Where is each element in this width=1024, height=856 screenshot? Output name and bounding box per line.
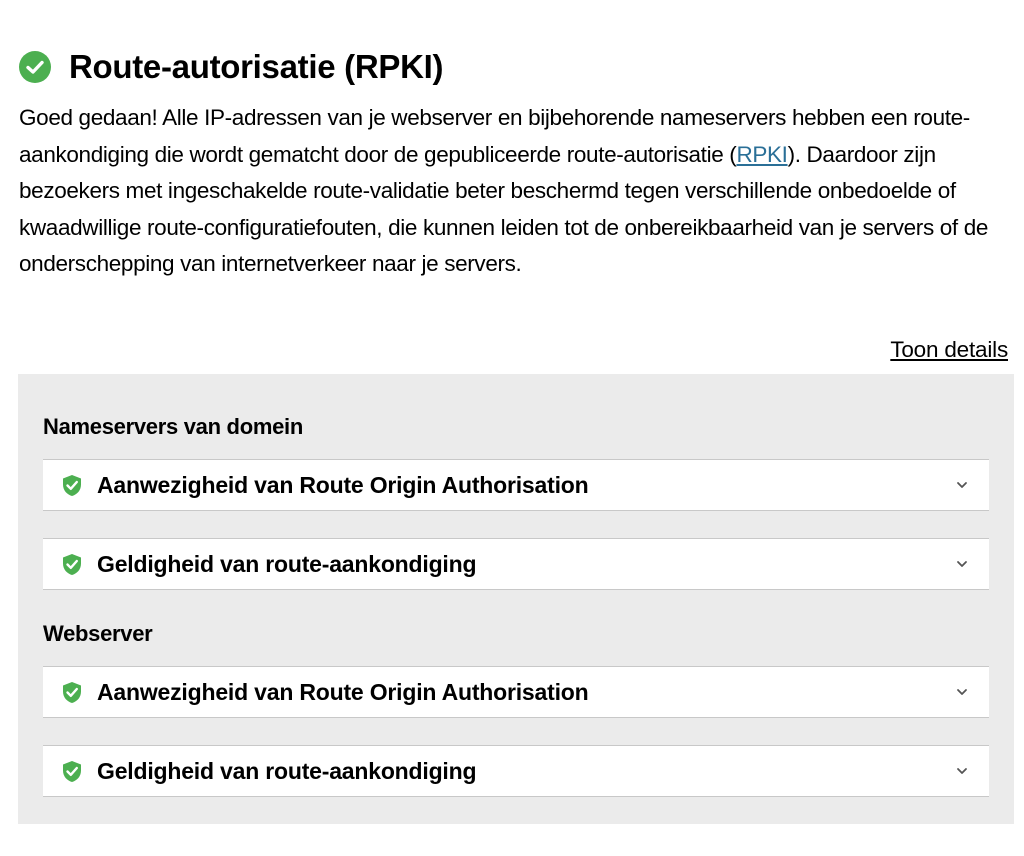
chevron-down-icon[interactable] bbox=[954, 765, 970, 777]
check-row-webserver-roa[interactable] bbox=[43, 666, 989, 718]
check-label: Aanwezigheid van Route Origin Authorisation bbox=[97, 471, 589, 498]
shield-check-icon bbox=[61, 759, 83, 783]
check-label: Geldigheid van route-aankondiging bbox=[97, 757, 477, 784]
section-header bbox=[19, 48, 443, 86]
check-row-webserver-route[interactable] bbox=[43, 745, 989, 797]
rpki-link[interactable]: RPKI bbox=[736, 141, 788, 167]
check-label: Aanwezigheid van Route Origin Authorisation bbox=[97, 678, 589, 705]
section-title: Route-autorisatie (RPKI) bbox=[69, 48, 444, 85]
chevron-down-icon[interactable] bbox=[954, 479, 970, 491]
check-label: Geldigheid van route-aankondiging bbox=[97, 550, 477, 577]
intro-text-start: Goed gedaan! Alle IP-adressen van je webserver en bijbehorende nameservers hebben een route-aankondiging die wordt gematcht door de gepubliceerde route-autorisatie ( bbox=[19, 105, 970, 167]
group-heading-webserver: Webserver bbox=[43, 621, 153, 646]
check-row-nameservers-route[interactable] bbox=[43, 538, 989, 590]
shield-check-icon bbox=[61, 680, 83, 704]
check-row-nameservers-roa[interactable] bbox=[43, 459, 989, 511]
check-circle-icon bbox=[19, 51, 51, 83]
chevron-down-icon[interactable] bbox=[954, 686, 970, 698]
show-details-link[interactable]: Toon details bbox=[890, 337, 1008, 362]
intro-text-end: ). Daardoor zijn bezoekers met ingeschakelde route-validatie beter beschermd tegen verschillende onbedoelde of kwaadwillige route-configuratiefouten, die kunnen leiden tot de onbereikbaarheid van je servers of de onderschepping van internetverkeer naar je servers. bbox=[19, 141, 989, 277]
group-heading-nameservers: Nameservers van domein bbox=[43, 414, 303, 439]
shield-check-icon bbox=[61, 473, 83, 497]
details-panel bbox=[18, 374, 1014, 824]
shield-check-icon bbox=[61, 552, 83, 576]
chevron-down-icon[interactable] bbox=[954, 558, 970, 570]
intro-paragraph bbox=[19, 100, 1014, 283]
